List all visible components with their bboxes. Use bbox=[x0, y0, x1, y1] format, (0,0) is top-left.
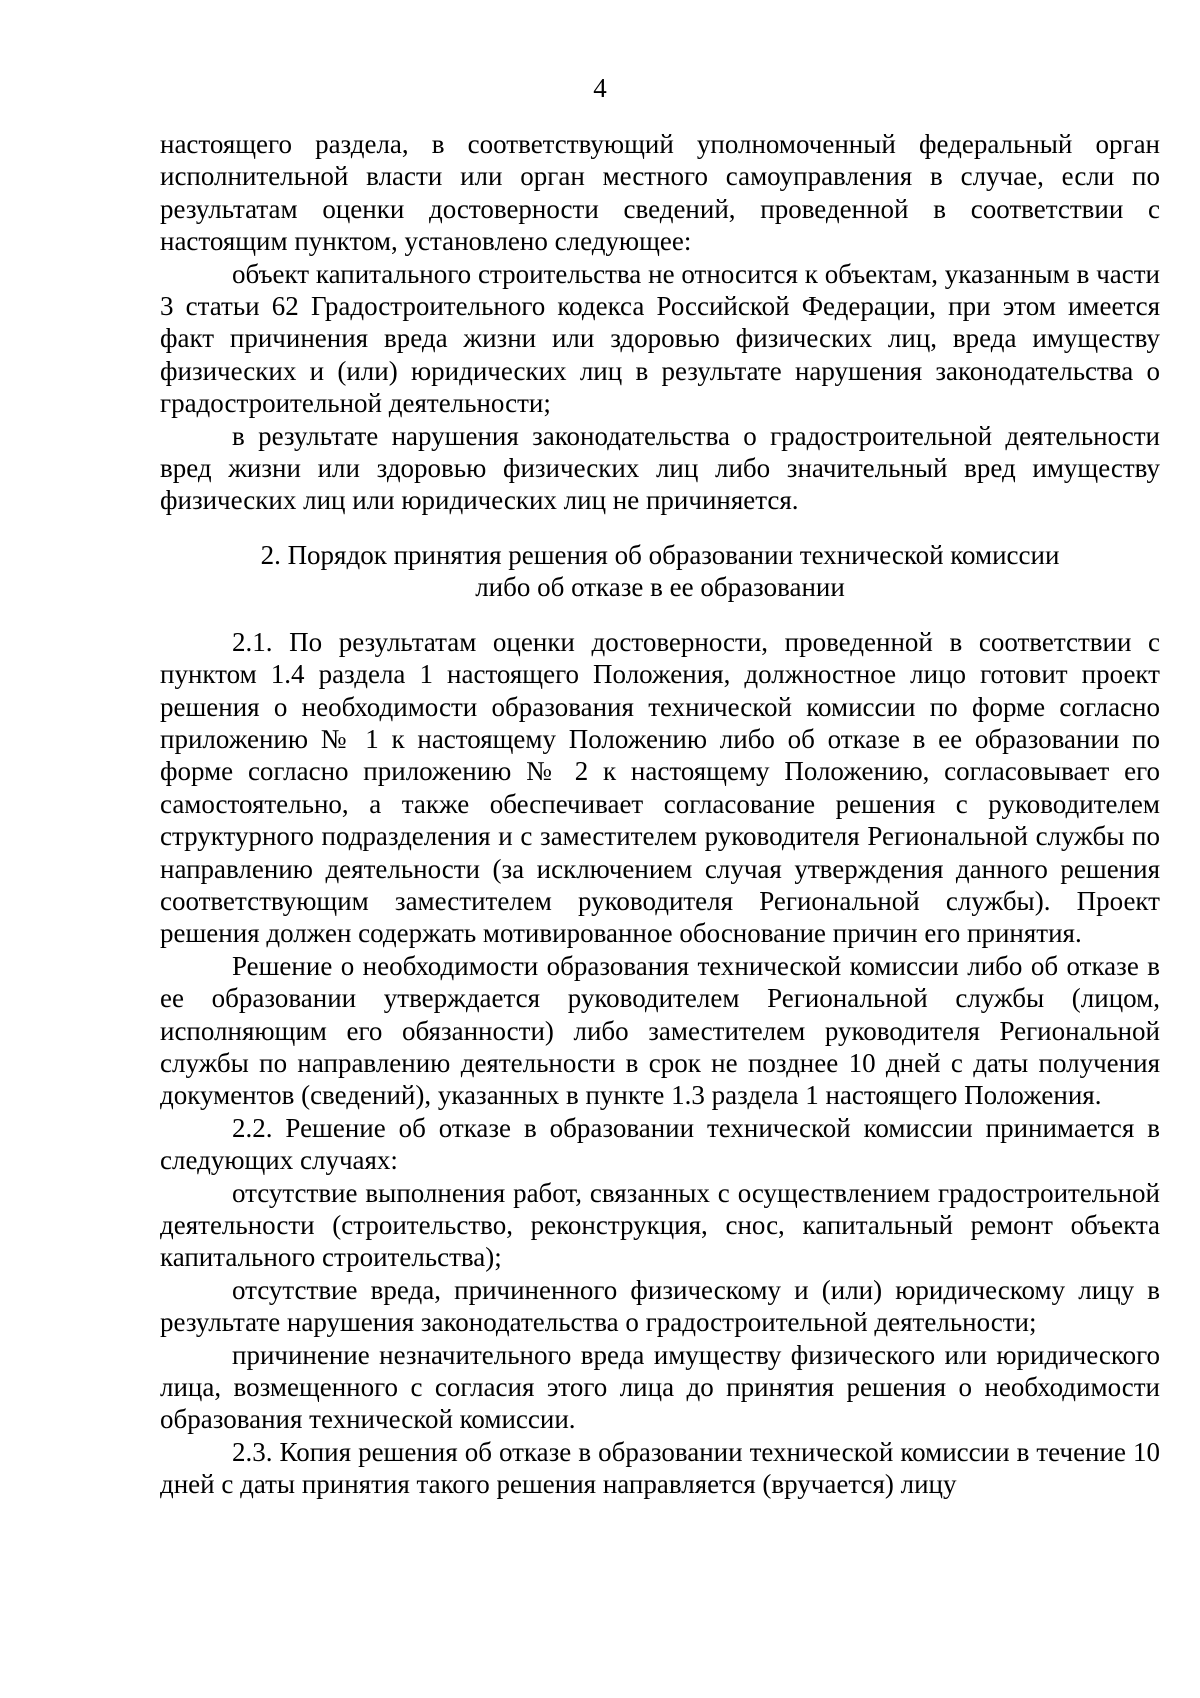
paragraph: 2.3. Копия решения об отказе в образовании технической комиссии в течение 10 дней с даты принятия такого решения направляется (вручается) лицу bbox=[160, 1436, 1160, 1500]
page-number: 4 bbox=[593, 73, 607, 103]
section-heading bbox=[160, 539, 1160, 604]
paragraph: настоящего раздела, в соответствующий уполномоченный федеральный орган исполнительной власти или орган местного самоуправления в случае, если по результатам оценки достоверности сведений, проведенной в соответствии с настоящим пунктом, установлено следующее: bbox=[160, 129, 1160, 257]
paragraph: 2.2. Решение об отказе в образовании технической комиссии принимается в следующих случаях: bbox=[160, 1112, 1160, 1176]
paragraphs-before-heading bbox=[160, 128, 1160, 517]
paragraph: причинение незначительного вреда имуществу физического или юридического лица, возмещенного с согласия этого лица до принятия решения о необходимости образования технической комиссии. bbox=[160, 1339, 1160, 1435]
paragraph: Решение о необходимости образования технической комиссии либо об отказе в ее образовании утверждается руководителем Региональной службы (лицом, исполняющим его обязанности) либо заместителем руководителя Региональной службы по направлению деятельности в срок не позднее 10 дней с даты получения документов (сведений), указанных в пункте 1.3 раздела 1 настоящего Положения. bbox=[160, 950, 1160, 1111]
paragraph: объект капитального строительства не относится к объектам, указанным в части 3 статьи 62 Градостроительного кодекса Российской Федерации, при этом имеется факт причинения вреда жизни или здоровью физических лиц, вреда имуществу физических и (или) юридических лиц в результате нарушения законодательства о градостроительной деятельности; bbox=[160, 258, 1160, 419]
section-heading-line-2: либо об отказе в ее образовании bbox=[475, 572, 845, 603]
paragraphs-after-heading bbox=[160, 626, 1160, 1501]
section-heading-line-1: 2. Порядок принятия решения об образовании технической комиссии bbox=[260, 539, 1060, 570]
paragraph: отсутствие вреда, причиненного физическому и (или) юридическому лицу в результате нарушения законодательства о градостроительной деятельности; bbox=[160, 1274, 1160, 1338]
paragraph: в результате нарушения законодательства о градостроительной деятельности вред жизни или здоровью физических лиц либо значительный вред имуществу физических лиц или юридических лиц не причиняется. bbox=[160, 420, 1160, 516]
paragraph: отсутствие выполнения работ, связанных с осуществлением градостроительной деятельности (строительство, реконструкция, снос, капитальный ремонт объекта капитального строительства); bbox=[160, 1177, 1160, 1273]
paragraph: 2.1. По результатам оценки достоверности, проведенной в соответствии с пунктом 1.4 раздела 1 настоящего Положения, должностное лицо готовит проект решения о необходимости образования технической комиссии по форме согласно приложению № 1 к настоящему Положению либо об отказе в ее образовании по форме согласно приложению № 2 к настоящему Положению, согласовывает его самостоятельно, а также обеспечивает согласование решения с руководителем структурного подразделения и с заместителем руководителя Региональной службы по направлению деятельности (за исключением случая утверждения данного решения соответствующим заместителем руководителя Региональной службы). Проект решения должен содержать мотивированное обоснование причин его принятия. bbox=[160, 626, 1160, 949]
document-body bbox=[160, 128, 1160, 1501]
